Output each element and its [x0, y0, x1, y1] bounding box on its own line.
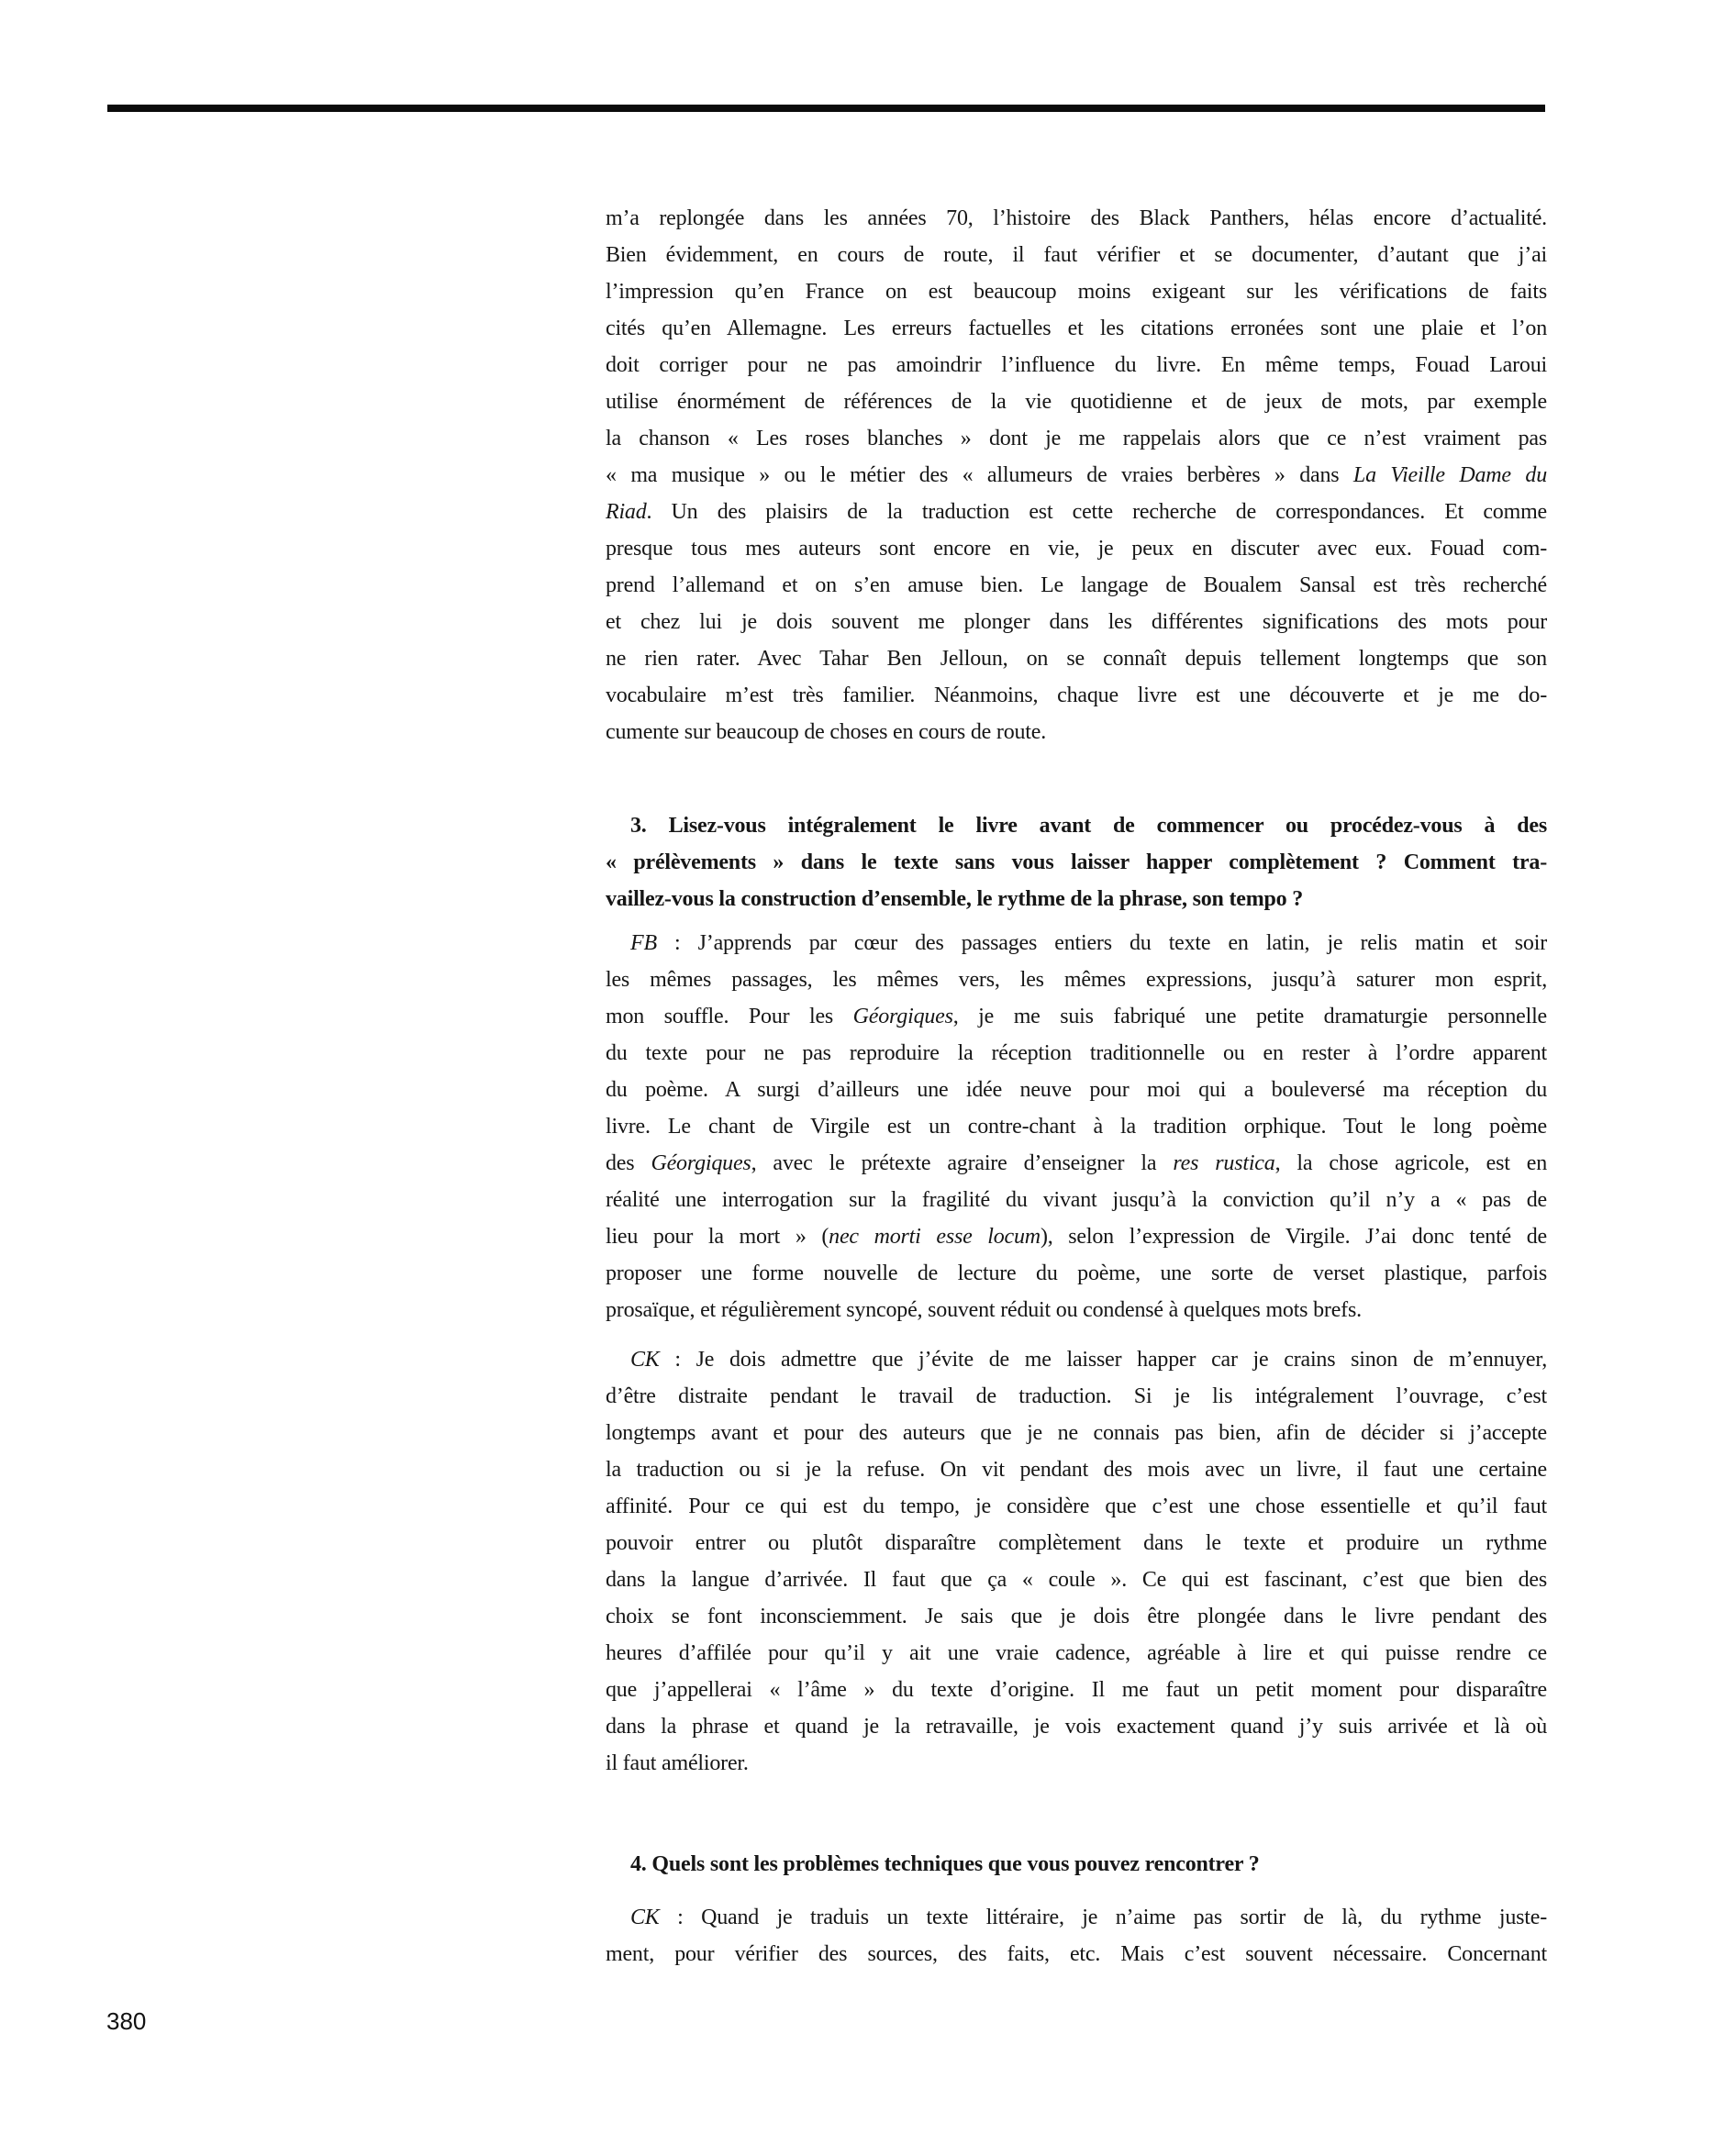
- text-line: [606, 677, 1547, 714]
- text-run: lieu pour la mort » (: [606, 1225, 829, 1249]
- text-run: l’impression qu’en France on est beaucoup moins exigeant sur les vérifications de faits: [606, 280, 1547, 304]
- text-run: : Je dois admettre que j’évite de me laisser happer car je crains sinon de m’ennuyer,: [659, 1348, 1547, 1372]
- text-line: [606, 1255, 1547, 1292]
- text-line: [606, 1561, 1547, 1598]
- text-run: réalité une interrogation sur la fragilité du vivant jusqu’à la conviction qu’il n’y a « pas de: [606, 1188, 1547, 1212]
- italic-text-run: La Vieille Dame du: [1352, 463, 1547, 487]
- text-run: des: [606, 1151, 651, 1175]
- text-run: il faut améliorer.: [606, 1751, 749, 1775]
- text-line: [606, 714, 1547, 750]
- text-line: [606, 1846, 1547, 1883]
- text-run: doit corriger pour ne pas amoindrir l’influence du livre. En même temps, Fouad Laroui: [606, 353, 1547, 377]
- text-run: Bien évidemment, en cours de route, il faut vérifier et se documenter, d’autant que j’ai: [606, 243, 1547, 267]
- text-line: [606, 604, 1547, 640]
- text-line: [606, 1745, 1547, 1782]
- text-line: [606, 1218, 1547, 1255]
- text-line: [606, 1708, 1547, 1745]
- italic-text-run: Géorgiques: [852, 1005, 953, 1028]
- text-run: dans la phrase et quand je la retravaille, je vois exactement quand j’y suis arrivée et là où: [606, 1715, 1547, 1739]
- answer-ck: [606, 1341, 1547, 1782]
- text-line: [606, 1341, 1547, 1378]
- text-line: [606, 1182, 1547, 1218]
- answer-fb: [606, 925, 1547, 1328]
- italic-text-run: res rustica: [1173, 1151, 1275, 1175]
- text-run: ne rien rater. Avec Tahar Ben Jelloun, on se connaît depuis tellement longtemps que son: [606, 647, 1547, 671]
- text-run: m’a replongée dans les années 70, l’histoire des Black Panthers, hélas encore d’actualité.: [606, 206, 1547, 230]
- italic-text-run: Riad: [606, 500, 647, 524]
- text-run: proposer une forme nouvelle de lecture du poème, une sorte de verset plastique, parfois: [606, 1261, 1547, 1285]
- text-run: du poème. A surgi d’ailleurs une idée neuve pour moi qui a bouleversé ma réception du: [606, 1078, 1547, 1102]
- text-line: [606, 961, 1547, 998]
- text-line: [606, 1936, 1547, 1973]
- text-run: 4. Quels sont les problèmes techniques que vous pouvez rencontrer ?: [630, 1852, 1260, 1876]
- answer-ck-2: [606, 1899, 1547, 1973]
- text-run: : J’apprends par cœur des passages entiers du texte en latin, je relis matin et soir: [656, 931, 1547, 955]
- text-line: [606, 530, 1547, 567]
- text-line: [606, 1108, 1547, 1145]
- text-run: vaillez-vous la construction d’ensemble, le rythme de la phrase, son tempo ?: [606, 887, 1304, 911]
- text-run: heures d’affilée pour qu’il y ait une vraie cadence, agréable à lire et qui puisse rendre ce: [606, 1641, 1547, 1665]
- question-3: [606, 807, 1547, 917]
- text-run: les mêmes passages, les mêmes vers, les mêmes expressions, jusqu’à saturer mon esprit,: [606, 968, 1547, 992]
- text-run: que j’appellerai « l’âme » du texte d’origine. Il me faut un petit moment pour disparaître: [606, 1678, 1547, 1702]
- text-run: . Un des plaisirs de la traduction est cette recherche de correspondances. Et comme: [646, 500, 1547, 524]
- text-line: [606, 807, 1547, 844]
- text-run: et chez lui je dois souvent me plonger dans les différentes significations des mots pour: [606, 610, 1547, 634]
- page-number: 380: [106, 2007, 147, 2035]
- text-run: pouvoir entrer ou plutôt disparaître complètement dans le texte et produire un rythme: [606, 1531, 1547, 1555]
- text-line: [606, 1145, 1547, 1182]
- text-line: [606, 640, 1547, 677]
- text-run: vocabulaire m’est très familier. Néanmoins, chaque livre est une découverte et je me do-: [606, 683, 1547, 707]
- continuation-paragraph: [606, 200, 1547, 750]
- text-line: [606, 1598, 1547, 1635]
- italic-text-run: CK: [630, 1906, 660, 1929]
- text-line: [606, 1672, 1547, 1708]
- text-run: « prélèvements » dans le texte sans vous laisser happer complètement ? Comment tra-: [606, 850, 1547, 874]
- text-line: [606, 1488, 1547, 1525]
- text-run: cités qu’en Allemagne. Les erreurs factuelles et les citations erronées sont une plaie et l’on: [606, 317, 1547, 340]
- text-line: [606, 457, 1547, 494]
- text-line: [606, 383, 1547, 420]
- text-run: , avec le prétexte agraire d’enseigner la: [751, 1151, 1174, 1175]
- text-run: 3. Lisez-vous intégralement le livre avant de commencer ou procédez-vous à des: [630, 814, 1547, 838]
- text-line: [606, 1635, 1547, 1672]
- text-run: du texte pour ne pas reproduire la réception traditionnelle ou en rester à l’ordre apparent: [606, 1041, 1547, 1065]
- text-line: [606, 310, 1547, 347]
- text-run: livre. Le chant de Virgile est un contre-chant à la tradition orphique. Tout le long poème: [606, 1115, 1547, 1139]
- italic-text-run: nec morti esse locum: [829, 1225, 1041, 1249]
- text-run: utilise énormément de références de la vie quotidienne et de jeux de mots, par exemple: [606, 390, 1547, 414]
- text-line: [606, 881, 1547, 917]
- text-line: [606, 567, 1547, 604]
- text-line: [606, 420, 1547, 457]
- text-line: [606, 1415, 1547, 1451]
- text-run: « ma musique » ou le métier des « allumeurs de vraies berbères » dans: [606, 463, 1353, 487]
- italic-text-run: Géorgiques: [651, 1151, 751, 1175]
- text-run: : Quand je traduis un texte littéraire, je n’aime pas sortir de là, du rythme juste-: [659, 1906, 1547, 1929]
- text-run: ), selon l’expression de Virgile. J’ai donc tenté de: [1040, 1225, 1547, 1249]
- text-line: [606, 844, 1547, 881]
- text-line: [606, 1035, 1547, 1072]
- text-line: [606, 200, 1547, 237]
- text-run: longtemps avant et pour des auteurs que je ne connais pas bien, afin de décider si j’accepte: [606, 1421, 1547, 1445]
- text-line: [606, 1072, 1547, 1108]
- text-run: prosaïque, et régulièrement syncopé, souvent réduit ou condensé à quelques mots brefs.: [606, 1298, 1362, 1322]
- text-line: [606, 1899, 1547, 1936]
- text-run: la chanson « Les roses blanches » dont je me rappelais alors que ce n’est vraiment pas: [606, 427, 1547, 450]
- question-4: [606, 1846, 1547, 1883]
- text-run: choix se font inconsciemment. Je sais que je dois être plongée dans le livre pendant des: [606, 1605, 1547, 1628]
- text-run: ment, pour vérifier des sources, des faits, etc. Mais c’est souvent nécessaire. Concernant: [606, 1942, 1547, 1966]
- text-run: la traduction ou si je la refuse. On vit pendant des mois avec un livre, il faut une certaine: [606, 1458, 1547, 1482]
- text-line: [606, 1378, 1547, 1415]
- text-run: d’être distraite pendant le travail de traduction. Si je lis intégralement l’ouvrage, c’est: [606, 1384, 1547, 1408]
- text-run: , je me suis fabriqué une petite dramaturgie personnelle: [952, 1005, 1547, 1028]
- text-line: [606, 998, 1547, 1035]
- text-run: affinité. Pour ce qui est du tempo, je considère que c’est une chose essentielle et qu’il faut: [606, 1495, 1547, 1518]
- text-line: [606, 1525, 1547, 1561]
- text-line: [606, 273, 1547, 310]
- italic-text-run: FB: [630, 931, 657, 955]
- text-run: dans la langue d’arrivée. Il faut que ça « coule ». Ce qui est fascinant, c’est que bien des: [606, 1568, 1547, 1592]
- text-run: cumente sur beaucoup de choses en cours de route.: [606, 720, 1047, 744]
- text-run: presque tous mes auteurs sont encore en vie, je peux en discuter avec eux. Fouad com-: [606, 537, 1547, 561]
- text-line: [606, 347, 1547, 383]
- text-column: [606, 0, 1547, 2156]
- text-line: [606, 494, 1547, 530]
- text-run: , la chose agricole, est en: [1274, 1151, 1547, 1175]
- text-line: [606, 1451, 1547, 1488]
- text-run: mon souffle. Pour les: [606, 1005, 853, 1028]
- text-line: [606, 925, 1547, 961]
- italic-text-run: CK: [630, 1348, 660, 1372]
- text-line: [606, 1292, 1547, 1328]
- text-line: [606, 237, 1547, 273]
- text-run: prend l’allemand et on s’en amuse bien. Le langage de Boualem Sansal est très recherché: [606, 573, 1547, 597]
